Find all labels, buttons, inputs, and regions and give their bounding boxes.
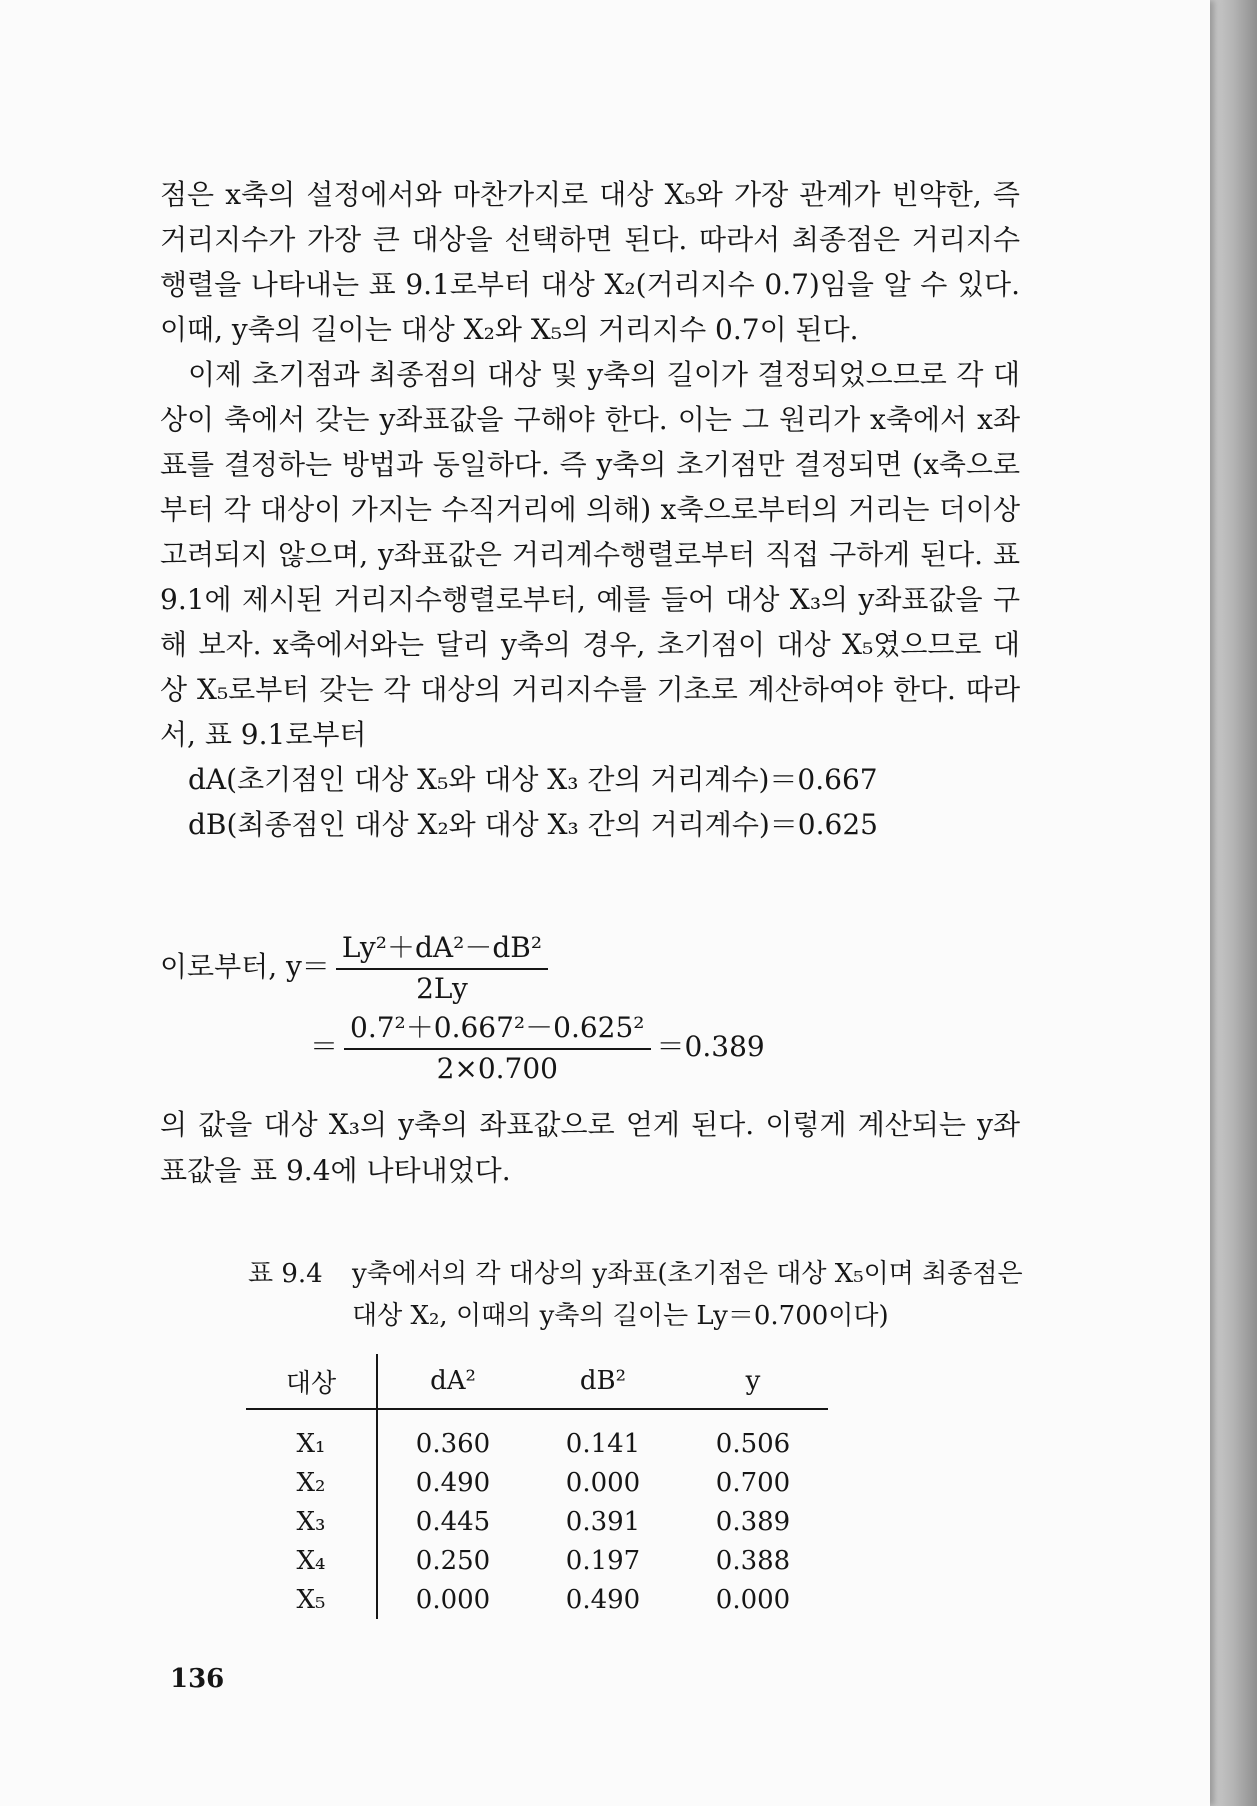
header-db2: dB² bbox=[579, 1366, 627, 1396]
cell-object: X₃ bbox=[246, 1502, 377, 1541]
table-row bbox=[246, 1502, 828, 1541]
table-row bbox=[246, 1541, 828, 1580]
table-header-row bbox=[246, 1354, 828, 1409]
cell-object: X₅ bbox=[246, 1580, 377, 1619]
table-caption-label: 표 9.4 bbox=[248, 1259, 323, 1289]
cell-object: X₄ bbox=[246, 1541, 377, 1580]
page-number: 136 bbox=[170, 1664, 225, 1694]
formula-row-1 bbox=[160, 925, 860, 1005]
fraction-general bbox=[336, 926, 548, 1005]
cell-y: 0.388 bbox=[715, 1545, 791, 1576]
data-table bbox=[246, 1354, 828, 1619]
cell-db2: 0.391 bbox=[565, 1506, 641, 1537]
body-text bbox=[160, 172, 1020, 847]
header-object: 대상 bbox=[246, 1354, 377, 1409]
cell-db2: 0.000 bbox=[565, 1467, 641, 1498]
fraction-denominator: 2Ly bbox=[416, 971, 468, 1005]
cell-y: 0.389 bbox=[715, 1506, 791, 1537]
cell-da2: 0.250 bbox=[415, 1545, 491, 1576]
cell-y: 0.700 bbox=[715, 1467, 791, 1498]
cell-db2: 0.490 bbox=[565, 1584, 641, 1615]
fraction-numerator: Ly²＋dA²－dB² bbox=[336, 926, 548, 970]
formula-lead: 이로부터, y＝ bbox=[160, 950, 330, 983]
cell-db2: 0.141 bbox=[565, 1428, 641, 1459]
fraction-numeric bbox=[344, 1006, 651, 1085]
table-row bbox=[246, 1580, 828, 1619]
paragraph-1: 점은 x축의 설정에서와 마찬가지로 대상 X₅와 가장 관계가 빈약한, 즉 거리지수가 가장 큰 대상을 선택하면 된다. 따라서 최종점은 거리지수행렬을 나타내는 표 9.1로부터 대상 X₂(거리지수 0.7)임을 알 수 있다. 이때, y축의 길이는 대상 X₂와 X₅의 거리지수 0.7이 된다. bbox=[160, 178, 1020, 346]
cell-da2: 0.000 bbox=[415, 1584, 491, 1615]
data-table-container bbox=[246, 1354, 828, 1624]
table-row bbox=[246, 1409, 828, 1463]
cell-object: X₁ bbox=[246, 1409, 377, 1463]
paragraph-2: 이제 초기점과 최종점의 대상 및 y축의 길이가 결정되었으므로 각 대상이 축에서 갖는 y좌표값을 구해야 한다. 이는 그 원리가 x축에서 x좌표를 결정하는 방법과 동일하다. 즉 y축의 초기점만 결정되면 (x축으로부터 각 대상이 가지는 수직거리에 의해) x축으로부터의 거리는 더이상 고려되지 않으며, y좌표값은 거리계수행렬로부터 직접 구하게 된다. 표 9.1에 제시된 거리지수행렬로부터, 예를 들어 대상 X₃의 y좌표값을 구해 보자. x축에서와는 달리 y축의 경우, 초기점이 대상 X₅였으므로 대상 X₅로부터 갖는 각 대상의 거리지수를 기초로 계산하여야 한다. 따라서, 표 9.1로부터 bbox=[160, 358, 1020, 751]
cell-da2: 0.490 bbox=[415, 1467, 491, 1498]
table-row bbox=[246, 1463, 828, 1502]
cell-da2: 0.445 bbox=[415, 1506, 491, 1537]
equation-db: dB(최종점인 대상 X₂와 대상 X₃ 간의 거리계수)＝0.625 bbox=[188, 808, 878, 841]
header-da2: dA² bbox=[430, 1366, 476, 1396]
fraction-numerator: 0.7²＋0.667²－0.625² bbox=[344, 1006, 651, 1050]
formula-block bbox=[160, 925, 860, 1085]
fraction-denominator: 2×0.700 bbox=[436, 1051, 558, 1085]
equation-da: dA(초기점인 대상 X₅와 대상 X₃ 간의 거리계수)＝0.667 bbox=[188, 763, 878, 796]
cell-db2: 0.197 bbox=[565, 1545, 641, 1576]
header-y: y bbox=[745, 1366, 761, 1396]
table-caption-text: y축에서의 각 대상의 y좌표(초기점은 대상 X₅이며 최종점은 대상 X₂, 이때의 y축의 길이는 Ly＝0.700이다) bbox=[352, 1259, 1023, 1331]
formula-equals: ＝ bbox=[310, 1030, 339, 1063]
body-text-2 bbox=[160, 1102, 1020, 1194]
table-caption bbox=[248, 1253, 1028, 1337]
cell-y: 0.506 bbox=[715, 1428, 791, 1459]
cell-y: 0.000 bbox=[715, 1584, 791, 1615]
cell-da2: 0.360 bbox=[415, 1428, 491, 1459]
formula-row-2 bbox=[160, 1005, 860, 1085]
paragraph-3: 의 값을 대상 X₃의 y축의 좌표값으로 얻게 된다. 이렇게 계산되는 y좌표값을 표 9.4에 나타내었다. bbox=[160, 1108, 1020, 1187]
formula-result: ＝0.389 bbox=[656, 1030, 765, 1063]
cell-object: X₂ bbox=[246, 1463, 377, 1502]
